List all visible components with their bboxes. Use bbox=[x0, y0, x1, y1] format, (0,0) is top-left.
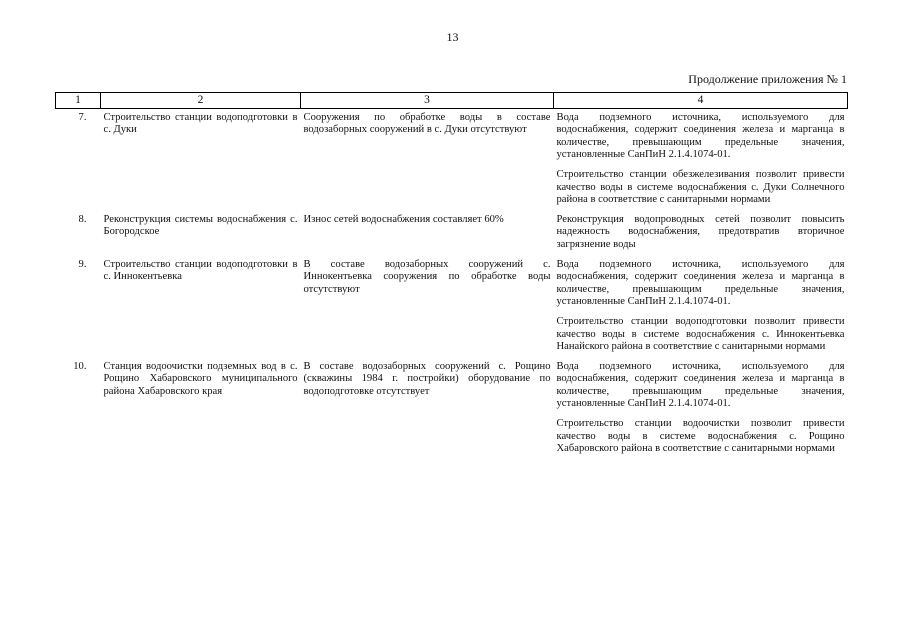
row-number: 7. bbox=[78, 111, 87, 123]
problem-description: Сооружения по обработке воды в составе водозаборных сооружений в с. Дуки отсутствуют bbox=[303, 111, 551, 136]
result-paragraph: Реконструкция водопроводных сетей позволит повысить надежность водоснабжения, предотвратив вторичное загрязнение воды bbox=[556, 213, 845, 250]
project-name: Станция водоочистки подземных вод в с. Рощино Хабаровского муниципального района Хабаровского края bbox=[103, 360, 298, 397]
appendix-table bbox=[55, 92, 848, 460]
continuation-label: Продолжение приложения № 1 bbox=[688, 72, 847, 86]
expected-result bbox=[554, 256, 848, 358]
project-name: Строительство станции водоподготовки в с. Дуки bbox=[103, 111, 298, 136]
result-paragraph: Строительство станции водоподготовки позволит привести качество воды в системе водоснабжения с. Иннокентьевка Нанайского района в соответствие с санитарными нормами bbox=[556, 315, 845, 353]
expected-result bbox=[554, 358, 848, 460]
table-row bbox=[56, 108, 848, 211]
expected-result bbox=[554, 211, 848, 256]
row-number: 10. bbox=[73, 360, 87, 372]
table-row bbox=[56, 211, 848, 256]
row-number: 8. bbox=[78, 213, 87, 225]
result-paragraph: Строительство станции водоочистки позволит привести качество воды в системе водоснабжения с. Рощино Хабаровского района в соответствие с санитарными нормами bbox=[556, 418, 845, 455]
page-number: 13 bbox=[446, 30, 459, 44]
problem-description: Износ сетей водоснабжения составляет 60% bbox=[303, 213, 504, 225]
table-row bbox=[56, 358, 848, 460]
expected-result bbox=[554, 108, 848, 211]
project-name: Реконструкция системы водоснабжения с. Богородское bbox=[103, 213, 298, 238]
result-paragraph: Вода подземного источника, используемого для водоснабжения, содержит соединения железа и марганца в количестве, превышающим предельные значения, установленные СанПиН 2.1.4.1074-01. bbox=[556, 360, 845, 410]
result-paragraph: Вода подземного источника, используемого для водоснабжения, содержит соединения железа и марганца в количестве, превышающим предельные значения, установленные СанПиН 2.1.4.1074-01. bbox=[556, 258, 845, 308]
problem-description: В составе водозаборных сооружений с. Рощино (скважины 1984 г. постройки) оборудование по водоподготовке отсутствует bbox=[303, 360, 551, 397]
result-paragraph: Вода подземного источника, используемого для водоснабжения, содержит соединения железа и марганца в количестве, превышающим предельные значения, установленные СанПиН 2.1.4.1074-01. bbox=[556, 111, 845, 161]
problem-description: В составе водозаборных сооружений с. Иннокентьевка сооружения по обработке воды отсутствуют bbox=[303, 258, 551, 295]
column-header: 3 bbox=[301, 93, 554, 109]
result-paragraph: Строительство станции обезжелезивания позволит привести качество воды в системе водоснабжения с. Дуки Солнечного района в соответствие с санитарными нормами bbox=[556, 168, 845, 206]
header-row bbox=[56, 93, 848, 109]
column-header: 4 bbox=[554, 93, 848, 109]
row-number: 9. bbox=[78, 258, 87, 270]
table-row bbox=[56, 256, 848, 358]
project-name: Строительство станции водоподготовки в с. Иннокентьевка bbox=[103, 258, 298, 283]
column-header: 1 bbox=[56, 93, 101, 109]
column-header: 2 bbox=[101, 93, 301, 109]
